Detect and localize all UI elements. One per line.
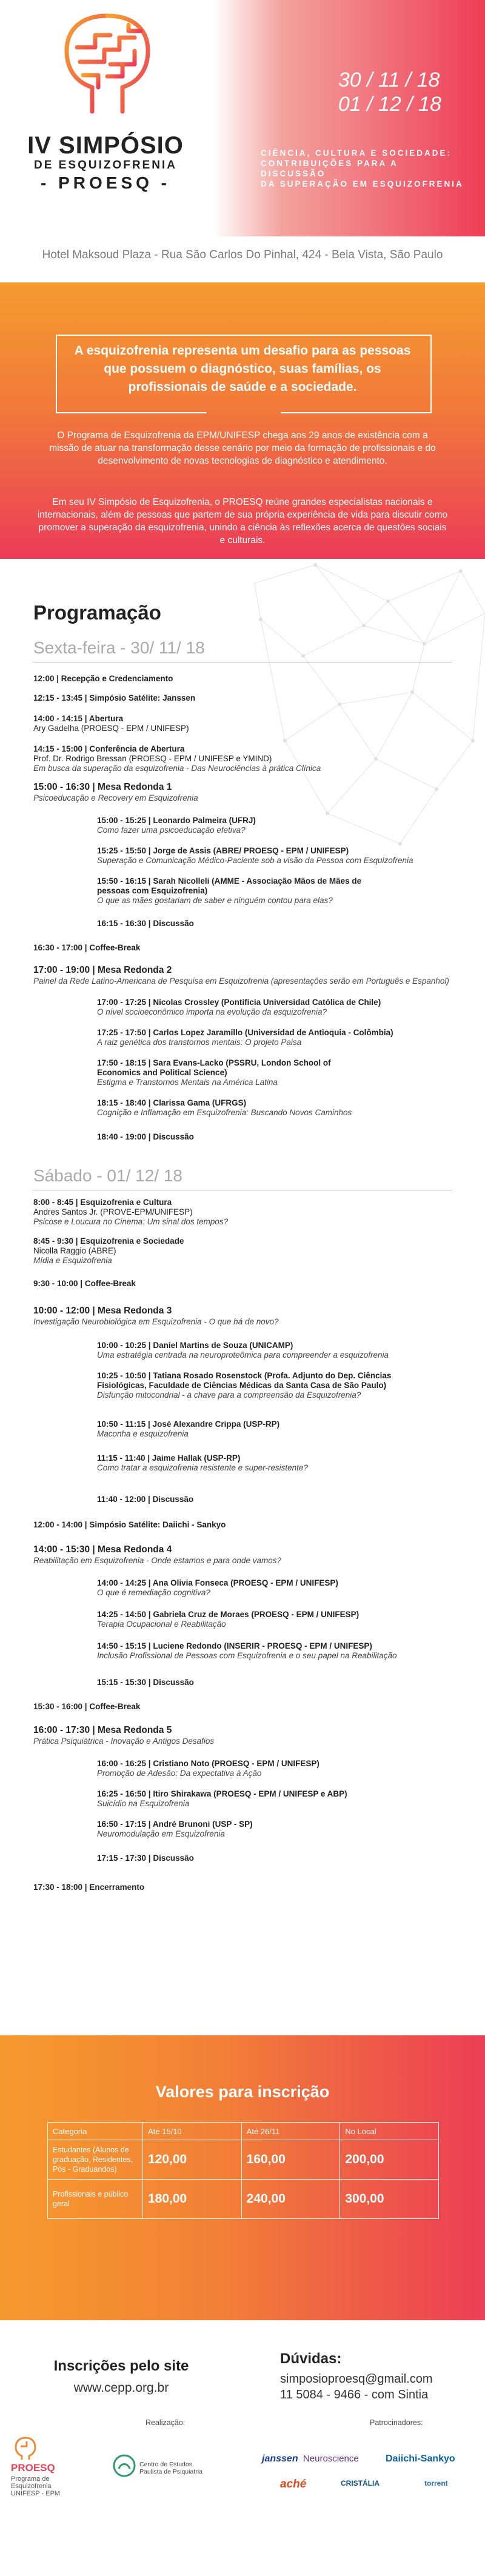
brain-maze-logo [50,4,165,125]
program-event: 15:00 - 15:25 | Leonardo Palmeira (UFRJ) Como fazer uma psicoeducação efetiva? [97,816,256,835]
program-event: 16:50 - 17:15 | André Brunoni (USP - SP) Neuromodulação em Esquizofrenia [97,1820,253,1838]
event-dates [338,68,441,116]
program-title: Programação [33,601,161,624]
program-event: 17:00 - 17:25 | Nicolas Crossley (Pontificia Universidad Católica de Chile) O nível socioeconômico importa na evolução da esquizofrenia? [97,998,381,1016]
prices-header: Até 15/10 [143,2123,242,2140]
program-event: 15:15 - 15:30 | Discussão [97,1678,194,1687]
program-event: 14:00 - 15:30 | Mesa Redonda 4 Reabilitação em Esquizofrenia - Onde estamos e para onde vamos? [33,1544,281,1565]
program-event: 8:00 - 8:45 | Esquizofrenia e Cultura Andres Santos Jr. (PROVE-EPM/UNIFESP) Psicose e Loucura no Cinema: Um sinal dos tempos? [33,1198,229,1226]
program-event: 17:00 - 19:00 | Mesa Redonda 2 Painel da Rede Latino-Americana de Pesquisa em Esquizofrenia (apresentações serão em Português e Espanhol) [33,965,449,986]
program-event: 16:00 - 17:30 | Mesa Redonda 5 Prática Psiquiátrica - Inovação e Antigos Desafios [33,1725,215,1746]
sponsor-cristalia: CRISTÁLIA [341,2479,380,2488]
program-event: 10:25 - 10:50 | Tatiana Rosado Rosenstock (Profa. Adjunto do Dep. Ciências Fisiológicas, Faculdade de Ciências Médicas da Santa Casa de São Paulo) Disfunção mitocondrial - a chave para a compreensão da Esquizofrenia? [97,1371,392,1400]
program-event: 14:50 - 15:15 | Luciene Redondo (INSERIR - PROESQ - EPM / UNIFESP) Inclusão Profissional de Pessoas com Esquizofrenia e o seu papel na Reabilitação [97,1641,397,1660]
program-event: 17:15 - 17:30 | Discussão [97,1854,194,1863]
program-event: 10:50 - 11:15 | José Alexandre Crippa (USP-RP) Maconha e esquizofrenia [97,1420,280,1438]
proesq-logo-name: PROESQ [11,2462,55,2474]
sponsor-ache: aché [280,2478,307,2491]
cepp-logo-name: Centro de Estudos Paulista de Psiquiatria [139,2461,202,2475]
venue-address: Hotel Maksoud Plaza - Rua São Carlos Do Pinhal, 424 - Bela Vista, São Paulo [42,249,443,261]
program-event: 12:15 - 13:45 | Simpósio Satélite: Janssen [33,693,196,702]
prices-value: 300,00 [340,2180,439,2219]
prices-value: 240,00 [241,2180,340,2219]
day-2-title: Sábado - 01/ 12/ 18 [33,1166,182,1185]
sponsor-janssen: janssen [262,2454,298,2464]
prices-category: Estudantes (Alunos de graduação, Residentes, Pós - Graduandos) [48,2140,143,2180]
prices-value: 160,00 [241,2140,340,2180]
day-1-title: Sexta-feira - 30/ 11/ 18 [33,638,205,657]
prices-value: 180,00 [143,2180,242,2219]
proesq-logo-desc: Programa de Esquizofrenia UNIFESP - EPM [11,2475,61,2497]
event-brand: - PROESQ - [40,173,170,192]
tagline-line-2: CONTRIBUIÇÕES PARA A DISCUSSÃO [261,159,398,178]
prices-row [48,2180,439,2219]
event-subtitle: DE ESQUIZOFRENIA [34,159,177,172]
intro-headline: A esquizofrenia representa um desafio para as pessoas que possuem o diagnóstico, suas famílias, os profissionais de saúde e a sociedade. [74,344,411,394]
tagline-line-1: CIÊNCIA, CULTURA E SOCIEDADE: [261,148,452,158]
prices-header: Categoria [48,2123,143,2140]
program-event: 12:00 | Recepção e Credenciamento [33,674,173,683]
program-event: 14:00 - 14:15 | Abertura Ary Gadelha (PROESQ - EPM / UNIFESP) [33,714,189,733]
program-event: 12:00 - 14:00 | Simpósio Satélite: Daiichi - Sankyo [33,1520,226,1529]
program-event: 10:00 - 10:25 | Daniel Martins de Souza (UNICAMP) Uma estratégia centrada na neuroproteômica para compreender a esquizofrenia [97,1341,389,1360]
program-event: 16:25 - 16:50 | Itiro Shirakawa (PROESQ - EPM / UNIFESP e ABP) Suicídio na Esquizofrenia [97,1789,347,1808]
program-event: 17:30 - 18:00 | Encerramento [33,1883,145,1892]
intro-section [0,282,485,559]
program-event: 18:40 - 19:00 | Discussão [97,1132,194,1141]
tagline-line-3: DA SUPERAÇÃO EM ESQUIZOFRENIA [261,179,464,189]
patrocinadores-label: Patrocinadores: [370,2418,423,2427]
event-title: IV SIMPÓSIO [27,132,184,159]
prices-header: No Local [340,2123,439,2140]
program-event: 15:30 - 16:00 | Coffee-Break [33,1702,141,1711]
program-event: 16:00 - 16:25 | Cristiano Noto (PROESQ - EPM / UNIFESP) Promoção de Adesão: Da expectativa à Ação [97,1759,319,1778]
program-event: 15:50 - 16:15 | Sarah Nicolleli (AMME - Associação Mãos de Mães de pessoas com Esquizofrenia) O que as mães gostariam de saber e ninguém contou para elas? [97,876,362,905]
prices-section [0,2035,485,2320]
prices-table [47,2122,439,2219]
intro-paragraph-2: Em seu IV Simpósio de Esquizofrenia, o PROESQ reúne grandes especialistas nacionais e internacionais, além de pessoas que partem de sua própria experiência de vida para discutir como promover a superação da esquizofrenia, unindo a ciência às reflexões acerca de questões sociais e culturais. [37,497,448,546]
date-1: 30 / 11 / 18 [338,68,440,92]
contact-phone: 11 5084 - 9466 - com Sintia [280,2388,429,2401]
prices-value: 200,00 [340,2140,439,2180]
inscricoes-site-link[interactable]: www.cepp.org.br [73,2381,169,2395]
program-event: 16:30 - 17:00 | Coffee-Break [33,943,141,952]
duvidas-title: Dúvidas: [280,2351,342,2367]
program-event: 16:15 - 16:30 | Discussão [97,919,194,928]
program-event: 9:30 - 10:00 | Coffee-Break [33,1279,136,1288]
program-event: 17:25 - 17:50 | Carlos Lopez Jaramillo (Universidad de Antioquia - Colômbia) A raiz genética dos transtornos mentais: O projeto Paisa [97,1028,393,1047]
program-event: 14:00 - 14:25 | Ana Olivia Fonseca (PROESQ - EPM / UNIFESP) O que é remediação cognitiva? [97,1578,338,1597]
program-event: 18:15 - 18:40 | Clarissa Gama (UFRGS) Cognição e Inflamação em Esquizofrenia: Buscando Novos Caminhos [97,1098,352,1117]
sponsor-neuroscience: Neuroscience [303,2454,359,2464]
intro-paragraph-1: O Programa de Esquizofrenia da EPM/UNIFESP chega aos 29 anos de existência com a missão de atuar na transformação desse cenário por meio da formação de profissionais e do desenvolvimento de novas tecnologias de diagnóstico e atendimento. [49,430,436,466]
program-event: 11:15 - 11:40 | Jaime Hallak (USP-RP) Como tratar a esquizofrenia resistente e super-resistente? [97,1453,308,1472]
prices-header: Até 26/11 [241,2123,340,2140]
contact-email[interactable]: simposioproesq@gmail.com [280,2372,433,2386]
sponsor-torrent: torrent [424,2479,448,2488]
date-2: 01 / 12 / 18 [338,93,441,116]
prices-category: Profissionais e público geral [48,2180,143,2219]
program-event: 14:25 - 14:50 | Gabriela Cruz de Moraes (PROESQ - EPM / UNIFESP) Terapia Ocupacional e Reabilitação [97,1610,360,1629]
tagline [261,148,467,189]
sponsor-daiichi-sankyo: Daiichi-Sankyo [386,2454,455,2464]
program-event: 10:00 - 12:00 | Mesa Redonda 3 Investigação Neurobiológica em Esquizofrenia - O que há de novo? [33,1306,279,1326]
prices-title: Valores para inscrição [155,2083,330,2101]
program-event: 15:25 - 15:50 | Jorge de Assis (ABRE/ PROESQ - EPM / UNIFESP) Superação e Comunicação Médico-Paciente sob a visão da Pessoa com Esquizofrenia [97,846,413,865]
cepp-logo-icon [112,2454,136,2478]
inscricoes-title: Inscrições pelo site [53,2358,189,2374]
program-event: 17:50 - 18:15 | Sara Evans-Lacko (PSSRU, London School of Economics and Political Science) Estigma e Transtornos Mentais na América Latina [97,1058,331,1087]
realizacao-label: Realização: [146,2418,186,2427]
program-event: 15:00 - 16:30 | Mesa Redonda 1 Psicoeducação e Recovery em Esquizofrenia [33,782,198,802]
hero-banner [0,0,485,236]
proesq-logo-icon [13,2435,38,2460]
prices-header-row [48,2123,439,2140]
program-event: 14:15 - 15:00 | Conferência de Abertura Prof. Dr. Rodrigo Bressan (PROESQ - EPM / UNIFESP e YMIND) Em busca da superação da esquizofrenia - Das Neurociências à prática Clínica [33,744,321,773]
program-event: 8:45 - 9:30 | Esquizofrenia e Sociedade Nicolla Raggio (ABRE) Mídia e Esquizofrenia [33,1236,184,1265]
prices-row [48,2140,439,2180]
program-event: 11:40 - 12:00 | Discussão [97,1495,194,1504]
prices-value: 120,00 [143,2140,242,2180]
